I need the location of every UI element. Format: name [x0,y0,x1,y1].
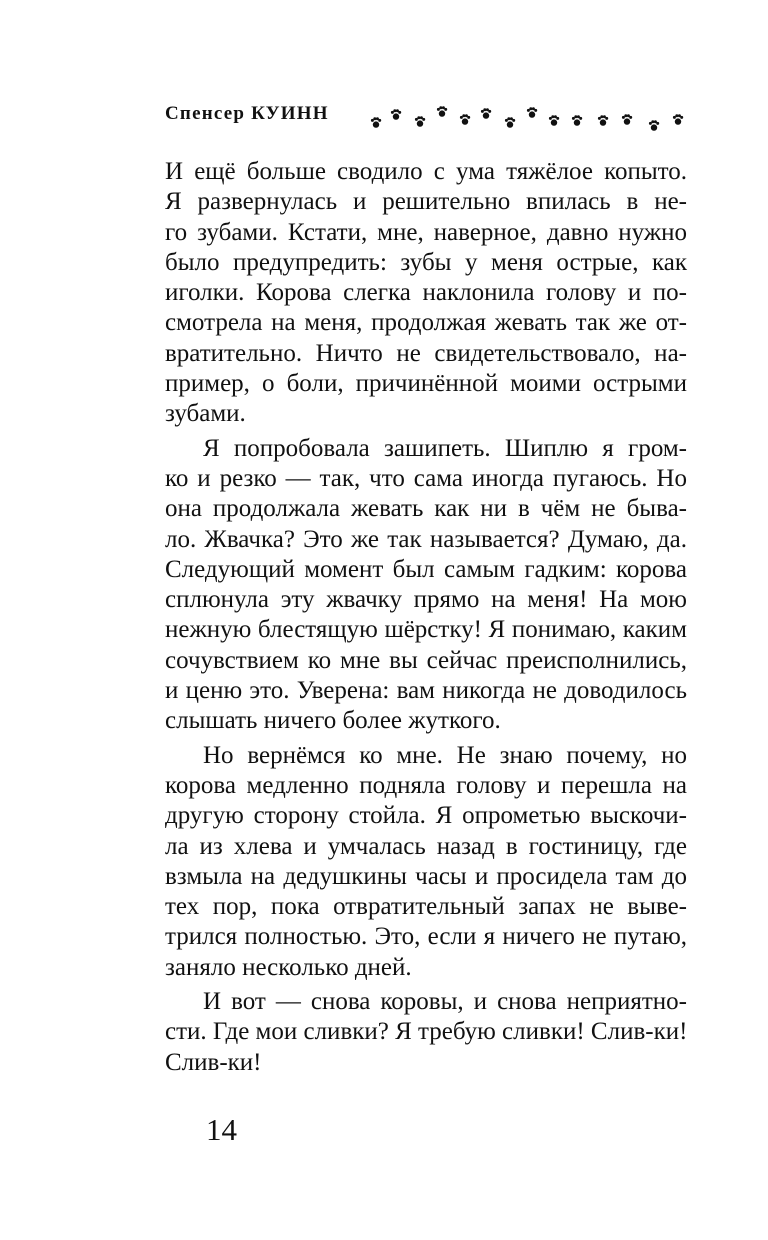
text-line: нежную блестящую шёрстку! Я понимаю, каким [165,616,687,644]
body-text [165,157,687,1078]
text-line: Следующий момент был самым гадким: корова [165,555,687,583]
paragraph [165,987,687,1078]
text-line: она продолжала жевать как ни в чём не быва- [165,495,687,523]
text-line: сочувствием ко мне вы сейчас преисполнились, [165,646,687,674]
text-line: трился полностью. Это, если я ничего не путаю, [165,923,687,951]
text-line: слышать ничего более жуткого. [165,707,501,735]
text-line: И ещё больше сводило с ума тяжёлое копыто. [165,158,687,185]
running-header [165,102,695,136]
text-line: Слив-ки! [165,1048,262,1076]
text-line: другую сторону стойла. Я опрометью выскочи- [165,802,687,830]
text-line: зубами. [165,400,246,428]
paragraph [165,157,687,430]
author-name: Спенсер КУИНН [165,103,329,124]
text-line: было предупредить: зубы у меня острые, как [165,248,687,276]
text-line: Я попробовала зашипеть. Шиплю я гром- [203,434,687,462]
text-line: сти. Где мои сливки? Я требую сливки! Слив-ки! [165,1018,688,1046]
text-line: Я развернулась и решительно впилась в не- [165,188,687,216]
text-line: смотрела на меня, продолжая жевать так же от- [165,309,687,337]
page-number: 14 [206,1112,237,1147]
text-line: взмыла на дедушкины часы и просидела там до [165,862,687,890]
text-line: сплюнула эту жвачку прямо на меня! На мою [165,586,687,614]
text-line: го зубами. Кстати, мне, наверное, давно нужно [165,218,687,246]
text-line: вратительно. Ничто не свидетельствовало, на- [165,339,687,367]
paragraph [165,741,687,983]
text-line: корова медленно подняла голову и перешла на [165,771,687,799]
paragraph [165,434,687,737]
text-line: и ценю это. Уверена: вам никогда не доводилось [165,677,687,705]
paw-print-ornament [365,102,695,136]
text-line: иголки. Корова слегка наклонила голову и по- [165,279,687,307]
text-line: пример, о боли, причинённой моими острыми [165,370,687,398]
text-line: Но вернёмся ко мне. Не знаю почему, но [203,741,687,769]
text-line: тех пор, пока отвратительный запах не выве- [165,893,687,921]
text-line: ко и резко — так, что сама иногда пугаюсь. Но [165,464,687,492]
text-line: заняло несколько дней. [165,953,412,981]
text-line: ло. Жвачка? Это же так называется? Думаю, да. [165,525,687,553]
text-line: И вот — снова коровы, и снова неприятно- [203,988,687,1016]
text-line: ла из хлева и умчалась назад в гостиницу, где [165,832,687,860]
